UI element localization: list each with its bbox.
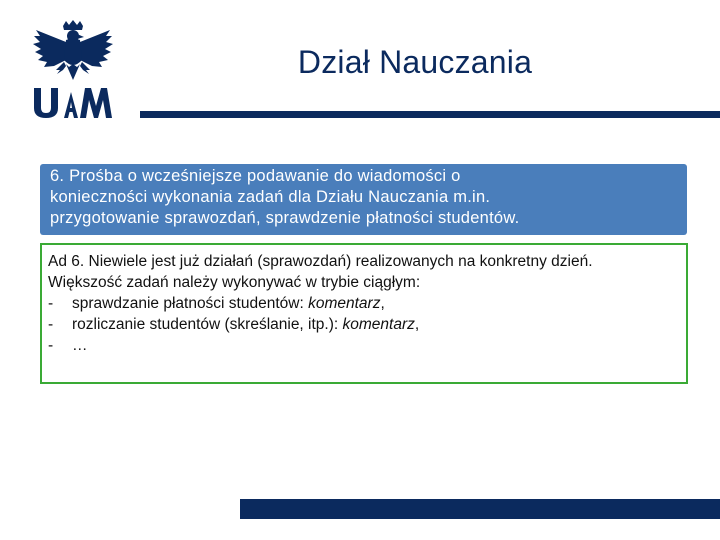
list-item-comment: komentarz (342, 316, 415, 333)
list-item (48, 335, 686, 356)
list-dash: - (48, 316, 54, 333)
list-item (48, 293, 686, 314)
answer-intro: Ad 6. Niewiele jest już działań (sprawozdań) realizowanych na konkretny dzień. (48, 253, 593, 270)
list-item-tail: , (380, 295, 385, 312)
list-item-comment: komentarz (308, 295, 381, 312)
uam-logo (30, 20, 116, 122)
title-divider (140, 111, 720, 118)
list-item-text: rozliczanie studentów (skreślanie, itp.): (72, 316, 343, 333)
question-box (40, 164, 687, 235)
list-item-text: sprawdzanie płatności studentów: (72, 295, 309, 312)
question-line: konieczności wykonania zadań dla Działu Nauczania m.in. (50, 188, 491, 206)
list-dash: - (48, 295, 54, 312)
eagle-crest-icon (30, 20, 116, 122)
answer-box (40, 243, 688, 384)
question-line: 6. Prośba o wcześniejsze podawanie do wiadomości o (50, 167, 461, 185)
list-item-tail: , (414, 316, 420, 333)
list-dash: - (48, 337, 54, 354)
footer-bar (240, 499, 720, 519)
list-item (48, 314, 686, 335)
answer-subline: Większość zadań należy wykonywać w trybie ciągłym: (48, 274, 421, 291)
question-line: przygotowanie sprawozdań, sprawdzenie płatności studentów. (50, 209, 520, 227)
list-item-text: … (72, 337, 88, 354)
page-title: Dział Nauczania (297, 44, 533, 80)
